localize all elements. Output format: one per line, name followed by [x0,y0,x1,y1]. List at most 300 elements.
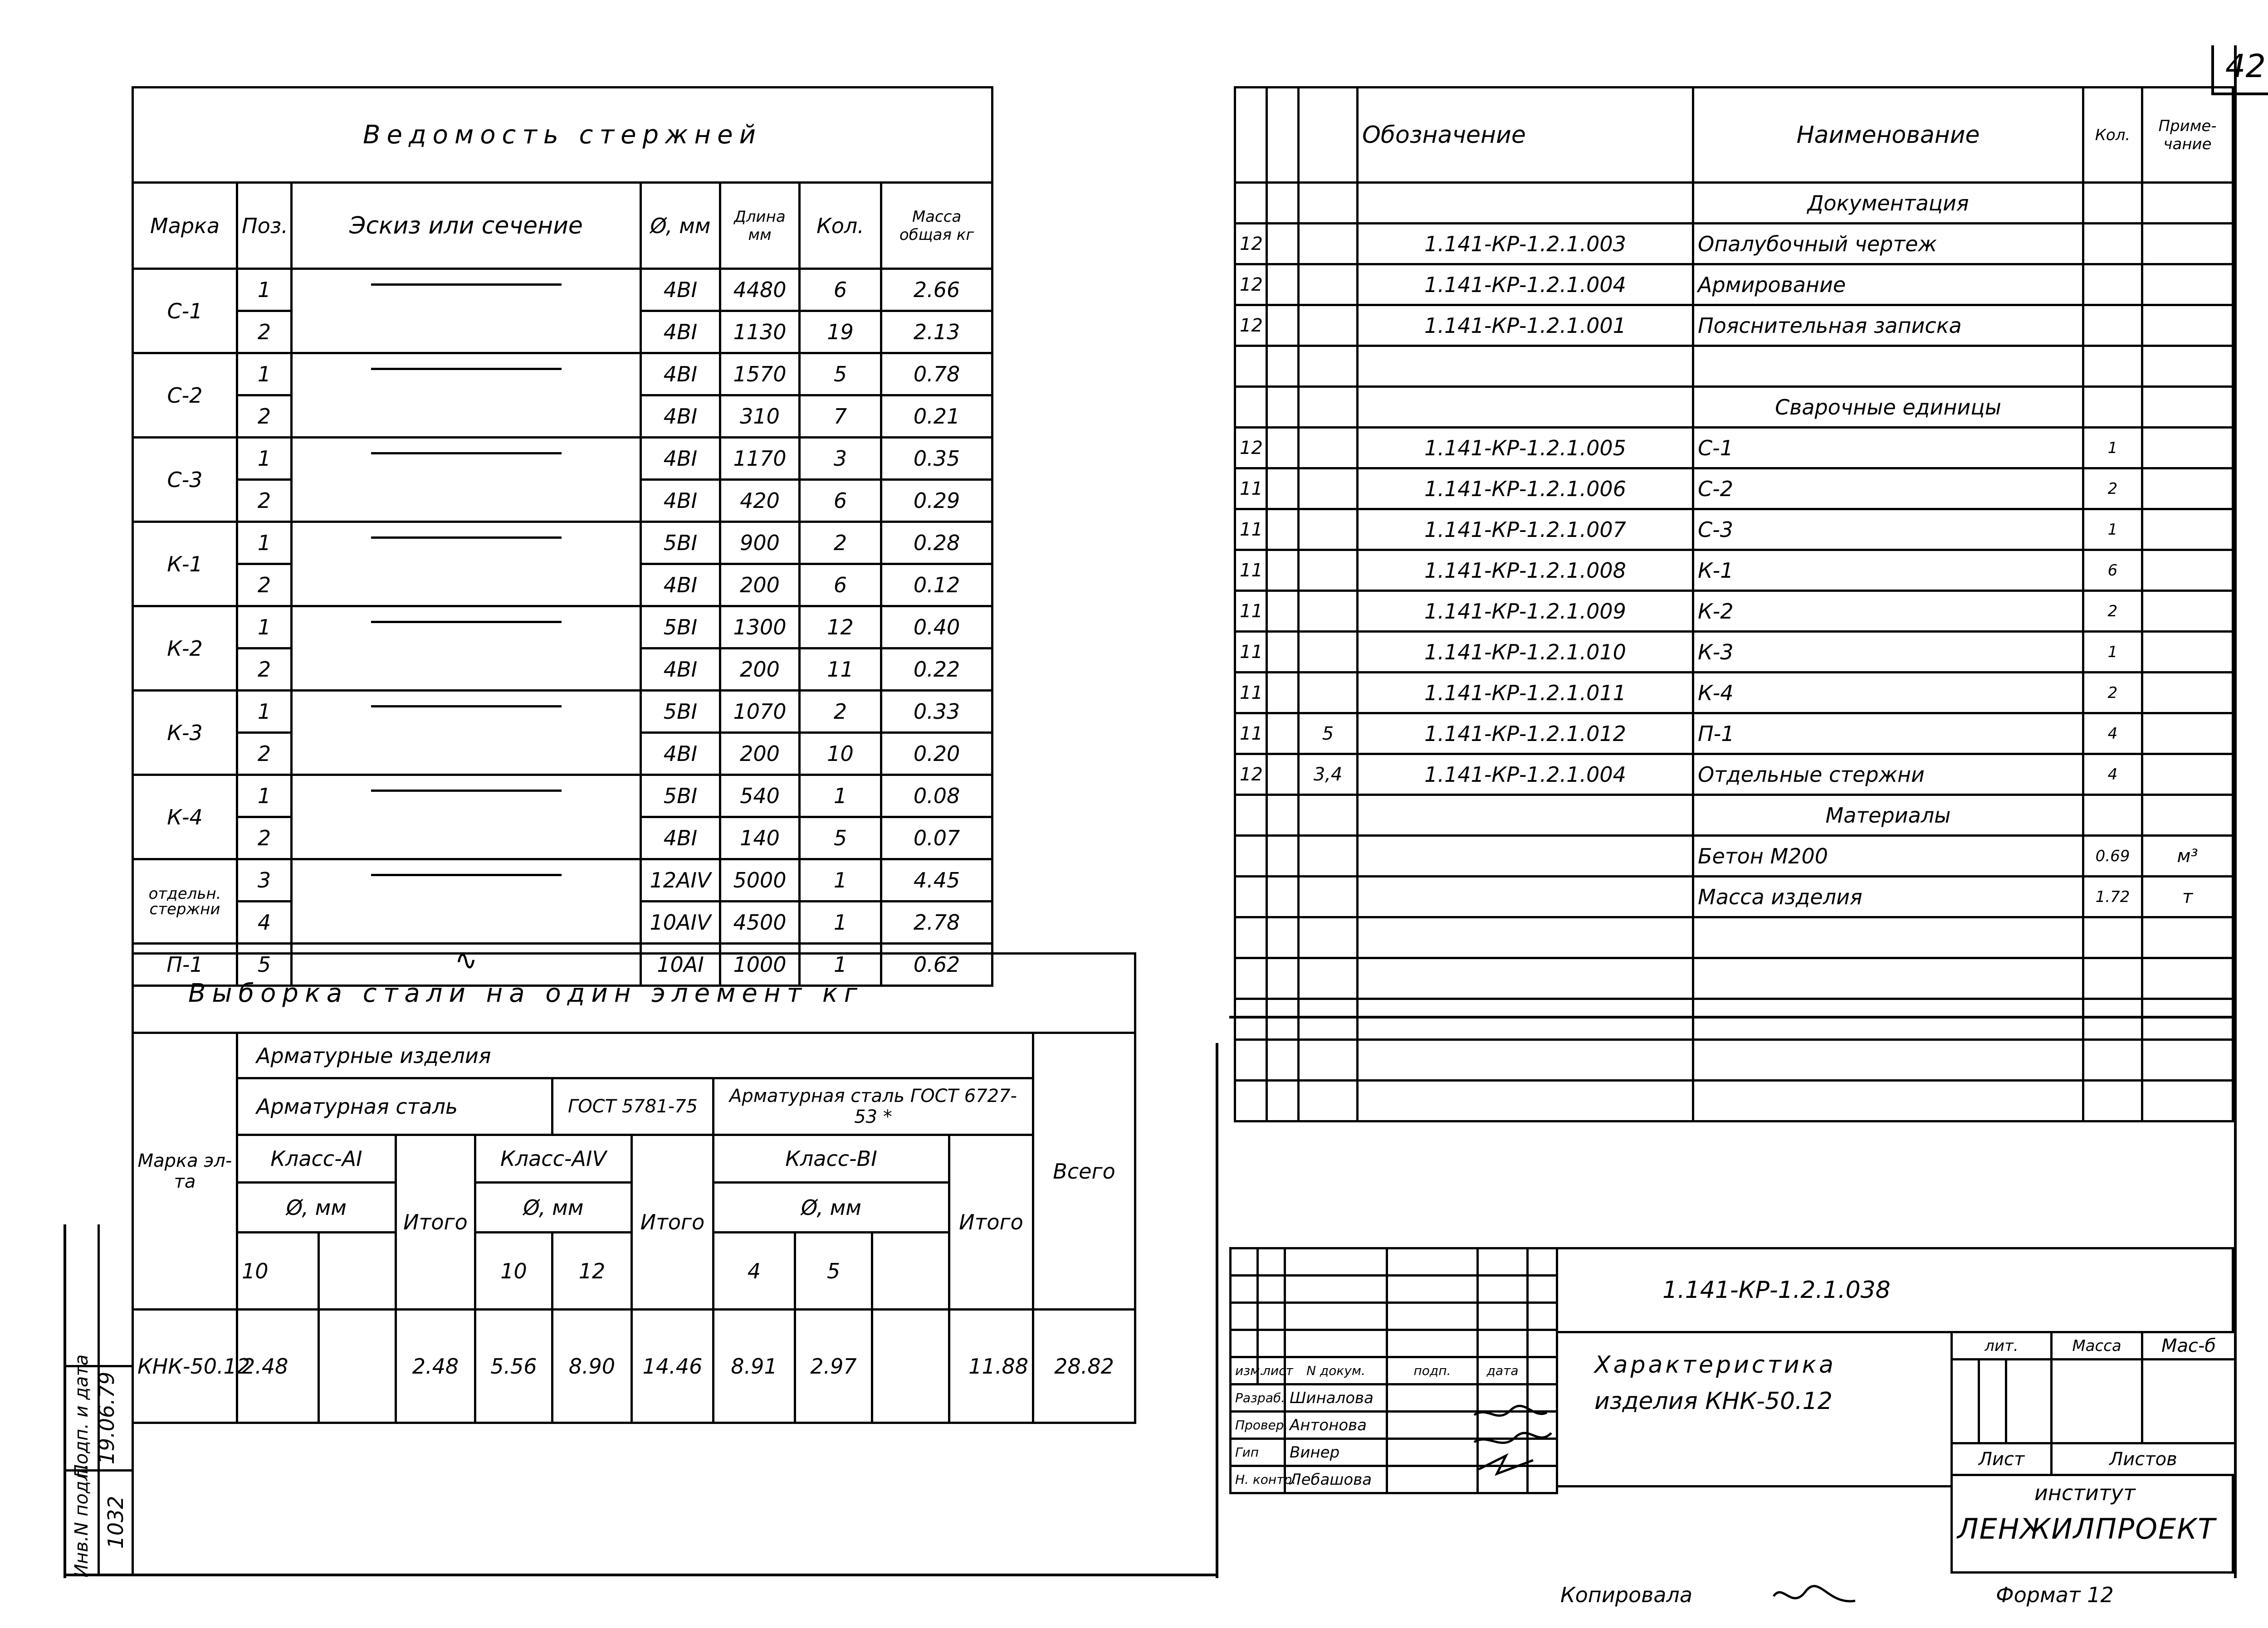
spec-row [1235,917,2233,958]
spec-hdr-designation: Обозначение [1358,88,1693,183]
bars-mass: 0.12 [881,564,992,606]
spec-row [1235,673,2233,713]
row-mark: КНК-50.12 [133,1310,237,1423]
bars-mark: К-2 [133,606,237,691]
bars-pos: 1 [237,775,292,817]
spec-pos [1299,264,1358,305]
spec-f [1235,183,1267,224]
spec-z [1267,264,1299,305]
bars-length: 140 [720,817,800,859]
spec-note [2142,509,2233,550]
ai-dia-label: Ø, мм [237,1183,396,1233]
org-name: ЛЕНЖИЛПРОЕКТ [1957,1512,2216,1545]
col-ndoc: N докум. [1285,1357,1387,1384]
spec-name: К-1 [1693,550,2083,591]
spec-z [1267,550,1299,591]
spec-name: С-1 [1693,428,2083,468]
spec-f [1235,1081,1267,1121]
spec-name [1693,1040,2083,1081]
spec-pos [1299,550,1358,591]
spec-z [1267,428,1299,468]
hdr-dia: Ø, мм [641,183,720,269]
spec-f: 12 [1235,224,1267,264]
spec-name [1693,346,2083,387]
bars-mark: отдельн. стержни [133,859,237,944]
spec-note [2142,1040,2233,1081]
spec-qty: 6 [2083,550,2142,591]
bars-dia: 12AIV [641,859,720,902]
v-empty2 [872,1310,949,1423]
title-block [1229,1247,2234,1574]
bars-dia: 4BI [641,438,720,480]
bars-sketch [292,691,641,775]
bars-dia: 5BI [641,606,720,648]
bars-qty: 1 [800,859,881,902]
spec-note [2142,264,2233,305]
spec-f: 11 [1235,632,1267,673]
spec-f [1235,1040,1267,1081]
spec-name: С-2 [1693,468,2083,509]
signature-marks [1470,1401,1556,1492]
d-ai: 10 [237,1233,319,1310]
role-person: Лебашова [1285,1466,1387,1493]
bar-sketch-line [371,621,562,623]
bars-sketch [292,353,641,438]
bars-dia: 4BI [641,395,720,438]
bars-mass: 0.07 [881,817,992,859]
spec-note [2142,346,2233,387]
side-stamp [66,1224,134,1578]
bars-qty: 12 [800,606,881,648]
col-list: лист [1258,1357,1285,1384]
bars-row [133,438,992,480]
spec-qty: 1 [2083,428,2142,468]
spec-hdr-f [1235,88,1267,183]
spec-f: 11 [1235,468,1267,509]
bars-mass: 2.78 [881,902,992,944]
spec-z [1267,468,1299,509]
spec-note [2142,468,2233,509]
spec-f [1235,795,1267,836]
bars-length: 5000 [720,859,800,902]
spec-pos [1299,305,1358,346]
spec-note [2142,550,2233,591]
bars-mass: 0.28 [881,522,992,564]
bars-length: 1130 [720,311,800,353]
side-sign-date-label: Подп. и дата [71,1354,92,1478]
role-empty-cell [1387,1466,1478,1493]
spec-qty: 4 [2083,713,2142,754]
spec-row [1235,550,2233,591]
sheet-label: Лист [1952,1443,2052,1475]
bars-body [133,269,992,986]
spec-pos [1299,958,1358,999]
spec-row [1235,713,2233,754]
spec-row [1235,958,2233,999]
col-izm: изм. [1231,1357,1258,1384]
spec-row [1235,591,2233,632]
spec-note [2142,183,2233,224]
spec-z [1267,591,1299,632]
spec-qty [2083,958,2142,999]
spec-row [1235,346,2233,387]
spec-f [1235,999,1267,1040]
footer-format: Формат 12 [1996,1583,2114,1607]
spec-note [2142,1081,2233,1121]
spec-z [1267,346,1299,387]
bars-pos: 5 [237,944,292,986]
steel-rebar-steel2: Арматурная сталь ГОСТ 6727-53 * [714,1078,1033,1135]
signature-mark-3 [1479,1456,1533,1474]
spec-z [1267,509,1299,550]
spec-qty: 1 [2083,632,2142,673]
bars-pos: 2 [237,564,292,606]
spec-name: Сварочные единицы [1693,387,2083,428]
bars-sketch [292,775,641,859]
bars-mass: 0.20 [881,733,992,775]
spec-des: 1.141-КР-1.2.1.001 [1358,305,1693,346]
lit-grid [1950,1331,2236,1476]
bars-pos: 2 [237,395,292,438]
bars-mark: С-1 [133,269,237,353]
bars-pos: 1 [237,269,292,311]
d-bi2: 5 [795,1233,872,1310]
bars-mark: К-4 [133,775,237,859]
spec-row [1235,428,2233,468]
bars-dia: 4BI [641,733,720,775]
hdr-mark: Марка [133,183,237,269]
spec-name: Масса изделия [1693,877,2083,917]
bars-dia: 10AIV [641,902,720,944]
spec-row [1235,754,2233,795]
spec-note: т [2142,877,2233,917]
role-empty-cell [1387,1439,1478,1466]
spec-note [2142,428,2233,468]
spec-des: 1.141-КР-1.2.1.005 [1358,428,1693,468]
spec-pos [1299,1040,1358,1081]
bars-qty: 2 [800,691,881,733]
bars-table-title: Ведомость стержней [133,88,992,183]
spec-qty: 2 [2083,468,2142,509]
d-ai-empty [319,1233,396,1310]
spec-name: П-1 [1693,713,2083,754]
spec-pos [1299,183,1358,224]
bars-row [133,269,992,311]
spec-f [1235,917,1267,958]
steel-gost1: ГОСТ 5781-75 [552,1078,714,1135]
bars-length: 420 [720,480,800,522]
bars-dia: 4BI [641,817,720,859]
spec-note [2142,958,2233,999]
spec-des [1358,795,1693,836]
bars-mark: К-1 [133,522,237,606]
v-ai-total: 2.48 [396,1310,475,1423]
hdr-pos: Поз. [237,183,292,269]
spec-qty [2083,999,2142,1040]
bars-mass: 0.62 [881,944,992,986]
signature-mark-1 [1474,1406,1547,1415]
bars-length: 200 [720,733,800,775]
institute-box [1950,1474,2234,1574]
spec-note [2142,305,2233,346]
spec-f [1235,346,1267,387]
bar-sketch-line [371,790,562,792]
spec-des [1358,958,1693,999]
spec-qty [2083,224,2142,264]
spec-hdr-z [1267,88,1299,183]
spec-z [1267,1040,1299,1081]
role-label: Н. контр. [1231,1466,1285,1493]
spec-pos [1299,836,1358,877]
bars-dia: 5BI [641,775,720,817]
spec-row [1235,1040,2233,1081]
bars-dia: 4BI [641,269,720,311]
spec-qty [2083,183,2142,224]
side-inv-label: Инв.N подл. [71,1463,92,1578]
v-aiv12: 8.90 [552,1310,632,1423]
bars-mass: 0.22 [881,648,992,691]
spec-z [1267,183,1299,224]
v-bi5: 2.97 [795,1310,872,1423]
bi-dia-label: Ø, мм [714,1183,949,1233]
spec-qty [2083,917,2142,958]
d-aiv2: 12 [552,1233,632,1310]
code-box [1556,1247,2234,1333]
spec-note: м³ [2142,836,2233,877]
spec-des [1358,346,1693,387]
spec-z [1267,673,1299,713]
spec-des [1358,1040,1693,1081]
v-aiv-total: 14.46 [632,1310,714,1423]
bars-dia: 10AI [641,944,720,986]
spec-row [1235,999,2233,1040]
bars-pos: 4 [237,902,292,944]
role-empty-cell [1387,1412,1478,1439]
spec-row [1235,305,2233,346]
spec-name: Бетон М200 [1693,836,2083,877]
spec-f: 11 [1235,673,1267,713]
bars-mark: С-3 [133,438,237,522]
spec-row [1235,264,2233,305]
spec-f [1235,836,1267,877]
bars-dia: 4BI [641,311,720,353]
hdr-sketch: Эскиз или сечение [292,183,641,269]
class-ai: Класс-AI [237,1135,396,1183]
spec-z [1267,1081,1299,1121]
bars-length: 1170 [720,438,800,480]
bars-qty: 6 [800,269,881,311]
spec-z [1267,305,1299,346]
spec-row [1235,836,2233,877]
bars-length: 310 [720,395,800,438]
spec-f: 11 [1235,509,1267,550]
spec-note [2142,591,2233,632]
bar-sketch-line [371,874,562,876]
bars-sketch [292,859,641,944]
ai-total-header: Итого [396,1135,475,1310]
spec-name: К-3 [1693,632,2083,673]
spec-name: К-2 [1693,591,2083,632]
spec-f: 12 [1235,428,1267,468]
bars-table [132,86,993,987]
spec-body [1235,183,2233,1121]
spec-z [1267,632,1299,673]
spec-des: 1.141-КР-1.2.1.007 [1358,509,1693,550]
hook-sketch-icon: ∿ [455,945,478,976]
spec-pos [1299,224,1358,264]
spec-name [1693,917,2083,958]
bars-qty: 6 [800,480,881,522]
hdr-length: Длина мм [720,183,800,269]
spec-qty: 2 [2083,673,2142,713]
v-bi-total: 11.88 [949,1310,1033,1423]
spec-pos [1299,795,1358,836]
bars-length: 1000 [720,944,800,986]
spec-pos [1299,1081,1358,1121]
bars-mass: 0.08 [881,775,992,817]
spec-des [1358,836,1693,877]
sheet-number: 42 [2225,48,2266,85]
role-label: Разраб. [1231,1384,1285,1412]
steel-mark-header: Марка эл-та [133,1033,237,1310]
d-aiv1: 10 [475,1233,552,1310]
signature-mark-2 [1474,1433,1551,1443]
bars-length: 1570 [720,353,800,395]
spec-note [2142,754,2233,795]
doc-code: 1.141-КР-1.2.1.038 [1662,1277,1891,1304]
spec-pos [1299,468,1358,509]
bars-length: 540 [720,775,800,817]
v-bi4: 8.91 [714,1310,795,1423]
bars-pos: 1 [237,522,292,564]
spec-des [1358,183,1693,224]
spec-name: Документация [1693,183,2083,224]
spec-note [2142,387,2233,428]
spec-note [2142,999,2233,1040]
bar-sketch-line [371,705,562,707]
spec-pos [1299,387,1358,428]
spec-des: 1.141-КР-1.2.1.010 [1358,632,1693,673]
steel-table [132,952,1136,1424]
bars-dia: 5BI [641,522,720,564]
spec-des [1358,387,1693,428]
role-label: Гип [1231,1439,1285,1466]
bars-mass: 2.66 [881,269,992,311]
spec-z [1267,387,1299,428]
spec-qty: 1.72 [2083,877,2142,917]
spec-qty: 1 [2083,509,2142,550]
spec-z [1267,754,1299,795]
steel-all-header: Всего [1033,1033,1135,1310]
v-aiv10: 5.56 [475,1310,552,1423]
bars-row [133,606,992,648]
bars-dia: 4BI [641,353,720,395]
hdr-qty: Кол. [800,183,881,269]
bars-length: 200 [720,564,800,606]
spec-hdr-name: Наименование [1693,88,2083,183]
spec-row [1235,387,2233,428]
spec-z [1267,713,1299,754]
bars-qty: 19 [800,311,881,353]
spec-f [1235,958,1267,999]
aiv-dia-label: Ø, мм [475,1183,632,1233]
steel-rebar-steel: Арматурная сталь [237,1078,552,1135]
spec-qty [2083,387,2142,428]
aiv-total-header: Итого [632,1135,714,1310]
spec-z [1267,999,1299,1040]
hdr-mass: Масса общая кг [881,183,992,269]
spec-des: 1.141-КР-1.2.1.011 [1358,673,1693,713]
bars-qty: 7 [800,395,881,438]
d-bi1: 4 [714,1233,795,1310]
bars-pos: 2 [237,480,292,522]
bar-sketch-line [371,283,562,286]
steel-title: Выборка стали на один элемент кг [133,954,1135,1033]
bars-row [133,353,992,395]
spec-name: К-4 [1693,673,2083,713]
side-inv-value: 1032 [103,1496,128,1549]
bars-row [133,691,992,733]
bar-sketch-line [371,536,562,539]
spec-note [2142,795,2233,836]
spec-z [1267,836,1299,877]
bars-mass: 4.45 [881,859,992,902]
spec-name: Армирование [1693,264,2083,305]
spec-des [1358,917,1693,958]
title-line2: изделия КНК-50.12 [1594,1388,1833,1415]
spec-z [1267,795,1299,836]
institute-label: институт [2034,1481,2136,1505]
bars-mark: П-1 [133,944,237,986]
spec-row [1235,224,2233,264]
bars-mass: 0.33 [881,691,992,733]
bars-row [133,522,992,564]
spec-f: 12 [1235,754,1267,795]
spec-des: 1.141-КР-1.2.1.008 [1358,550,1693,591]
bars-length: 200 [720,648,800,691]
spec-pos [1299,428,1358,468]
bars-pos: 1 [237,691,292,733]
bars-pos: 2 [237,733,292,775]
spec-f: 12 [1235,264,1267,305]
spec-qty [2083,346,2142,387]
bars-qty: 3 [800,438,881,480]
spec-row [1235,509,2233,550]
bars-mark: С-2 [133,353,237,438]
footer-copied: Копировала [1560,1583,1693,1607]
spec-des: 1.141-КР-1.2.1.006 [1358,468,1693,509]
class-bi: Класс-BI [714,1135,949,1183]
v-empty1 [319,1310,396,1423]
bars-qty: 11 [800,648,881,691]
bars-pos: 2 [237,817,292,859]
v-all: 28.82 [1033,1310,1135,1423]
spec-pos [1299,346,1358,387]
spec-qty [2083,1040,2142,1081]
bars-mass: 2.13 [881,311,992,353]
copier-signature [1769,1578,1860,1614]
spec-des: 1.141-КР-1.2.1.003 [1358,224,1693,264]
spec-note [2142,713,2233,754]
bars-mass: 0.21 [881,395,992,438]
frame-mid-line [1216,1043,1218,1578]
spec-pos [1299,917,1358,958]
spec-pos [1299,673,1358,713]
spec-des: 1.141-КР-1.2.1.004 [1358,754,1693,795]
spec-row [1235,795,2233,836]
spec-row [1235,468,2233,509]
bars-length: 900 [720,522,800,564]
